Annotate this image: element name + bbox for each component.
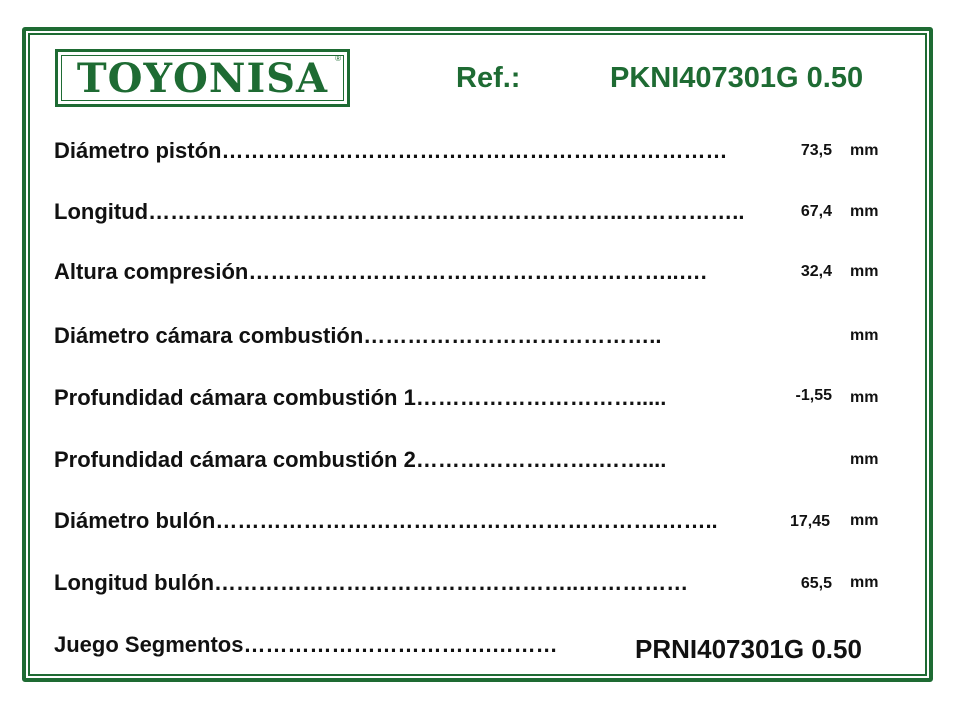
logo-inner-frame [61,55,344,101]
ref-value: PKNI407301G 0.50 [610,62,864,94]
spec-row-chamber-depth-1 [54,385,894,415]
spec-unit: mm [850,389,879,406]
spec-row-pin-diameter [54,508,894,538]
spec-value: 65,5 [800,575,832,592]
spec-unit: mm [850,203,879,220]
spec-unit: mm [850,451,879,468]
spec-label: Diámetro bulón…………………………………………………….…….. [54,508,718,533]
spec-row-length [54,199,894,229]
spec-unit: mm [850,263,879,280]
spec-row-pin-length [54,570,894,600]
spec-label: Altura compresión…………………………………………………..…. [54,259,707,284]
brand-logo [55,49,350,107]
spec-value: -1,55 [795,387,832,404]
spec-unit: mm [850,512,879,529]
spec-row-chamber-diameter [54,323,894,353]
spec-label: Longitud bulón…………………………………………..…………… [54,570,689,595]
spec-row-compression-height [54,259,894,289]
spec-row-piston-diameter [54,138,894,168]
segments-label: Juego Segmentos…………………………….……… [54,632,558,657]
spec-value: 32,4 [800,263,832,280]
spec-label: Profundidad cámara combustión 2…………………….…….... [54,447,667,472]
spec-unit: mm [850,327,879,344]
registered-mark: ® [335,54,341,63]
spec-unit: mm [850,142,879,159]
ref-label: Ref.: [456,62,521,94]
spec-row-chamber-depth-2 [54,447,894,477]
segments-value: PRNI407301G 0.50 [635,634,862,664]
spec-label: Longitud………………………………………………………..…………….. [54,199,745,224]
spec-value: 17,45 [789,513,830,530]
spec-unit: mm [850,574,879,591]
spec-label: Diámetro cámara combustión………………………………….. [54,323,662,348]
spec-value: 67,4 [800,203,832,220]
spec-value: 73,5 [800,142,832,159]
logo-text: TOYONISA [76,54,329,102]
spec-label: Profundidad cámara combustión 1…………………………..... [54,385,667,410]
spec-label: Diámetro pistón…………………………………………………………… [54,138,728,163]
